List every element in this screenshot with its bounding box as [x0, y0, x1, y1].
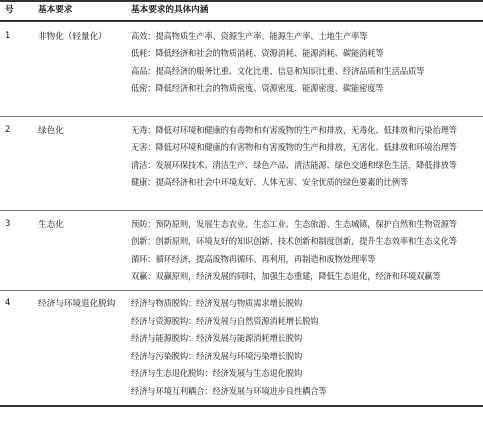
row-number: 3 [5, 218, 11, 228]
row-requirement: 非物化（轻量化） [38, 32, 107, 42]
row-detail-line: 预防：预防原则，发展生态农业、生态工业、生态旅游、生态城镇，保护自然和生物资源等 [131, 219, 457, 229]
row-detail-line: 健康：提高经济和社会中环境友好、人体无害、安全优质的绿色要素的比例等 [131, 177, 408, 188]
row-detail-line: 经济与生态退化脱钩：经济发展与生态退化脱钩 [131, 368, 303, 379]
row-number: 4 [5, 297, 11, 307]
row-separator [0, 290, 483, 291]
row-separator [0, 116, 483, 117]
table-bottom-rule [0, 405, 483, 407]
row-separator [0, 210, 483, 211]
row-detail-line: 创新：创新原则，环境友好的知识创新、技术创新和制度创新，提升生态效率和生态文化等 [131, 236, 457, 247]
row-detail-line: 经济与资源脱钩：经济发展与自然资源消耗增长脱钩 [131, 315, 319, 326]
row-detail-line: 清洁：发展环保技术、清洁生产、绿色产品、清洁能源、绿色交通和绿色生活，降低排放等 [131, 159, 457, 170]
row-requirement: 经济与环境退化脱钩 [38, 299, 116, 309]
row-requirement: 绿色化 [38, 126, 64, 136]
row-number: 2 [5, 124, 11, 134]
row-detail-line: 经济与污染脱钩：经济发展与环境污染增长脱钩 [131, 350, 303, 361]
row-detail-line: 无害：降低对环境和健康的有害物和有害废物的生产和排放，无害化、低排放和环境治理等 [131, 142, 457, 153]
header-details: 基本要求的具体内涵 [131, 5, 209, 15]
row-detail-line: 无毒：降低对环境和健康的有毒物和有害废物的生产和排放，无毒化、低排放和污染治理等 [131, 125, 457, 135]
header-bottom-rule [0, 20, 483, 22]
row-detail-line: 经济与物质脱钩：经济发展与物质需求增长脱钩 [131, 298, 303, 308]
row-detail-line: 高效：提高物质生产率、资源生产率、能源生产率、土地生产率等 [131, 31, 368, 41]
row-detail-line: 循环：循环经济，提高废物再循环、再利用，再制造和废物处理率等 [131, 253, 376, 264]
row-detail-line: 经济与能源脱钩：经济发展与能源消耗增长脱钩 [131, 333, 303, 344]
row-number: 1 [5, 30, 11, 40]
header-number: 号 [5, 5, 14, 15]
row-requirement: 生态化 [38, 220, 64, 230]
row-detail-line: 低密：降低经济和社会的物质密度、资源密度、能源密度、碳能密度等 [131, 83, 384, 94]
row-detail-line: 双赢：双赢原则，经济发展的同时，加强生态重建，降低生态退化，经济和环境双赢等 [131, 271, 441, 282]
header-requirement: 基本要求 [38, 5, 73, 15]
table-top-rule [0, 0, 483, 2]
row-detail-line: 高品：提高经济的服务比重、文化比重、信息和知识比重、经济品质和生活品质等 [131, 65, 425, 76]
row-detail-line: 经济与环境互利耦合：经济发展与环境进步良性耦合等 [131, 386, 327, 396]
row-detail-line: 低耗：降低经济和社会的物质消耗、资源消耗、能源消耗、碳能消耗等 [131, 48, 384, 59]
